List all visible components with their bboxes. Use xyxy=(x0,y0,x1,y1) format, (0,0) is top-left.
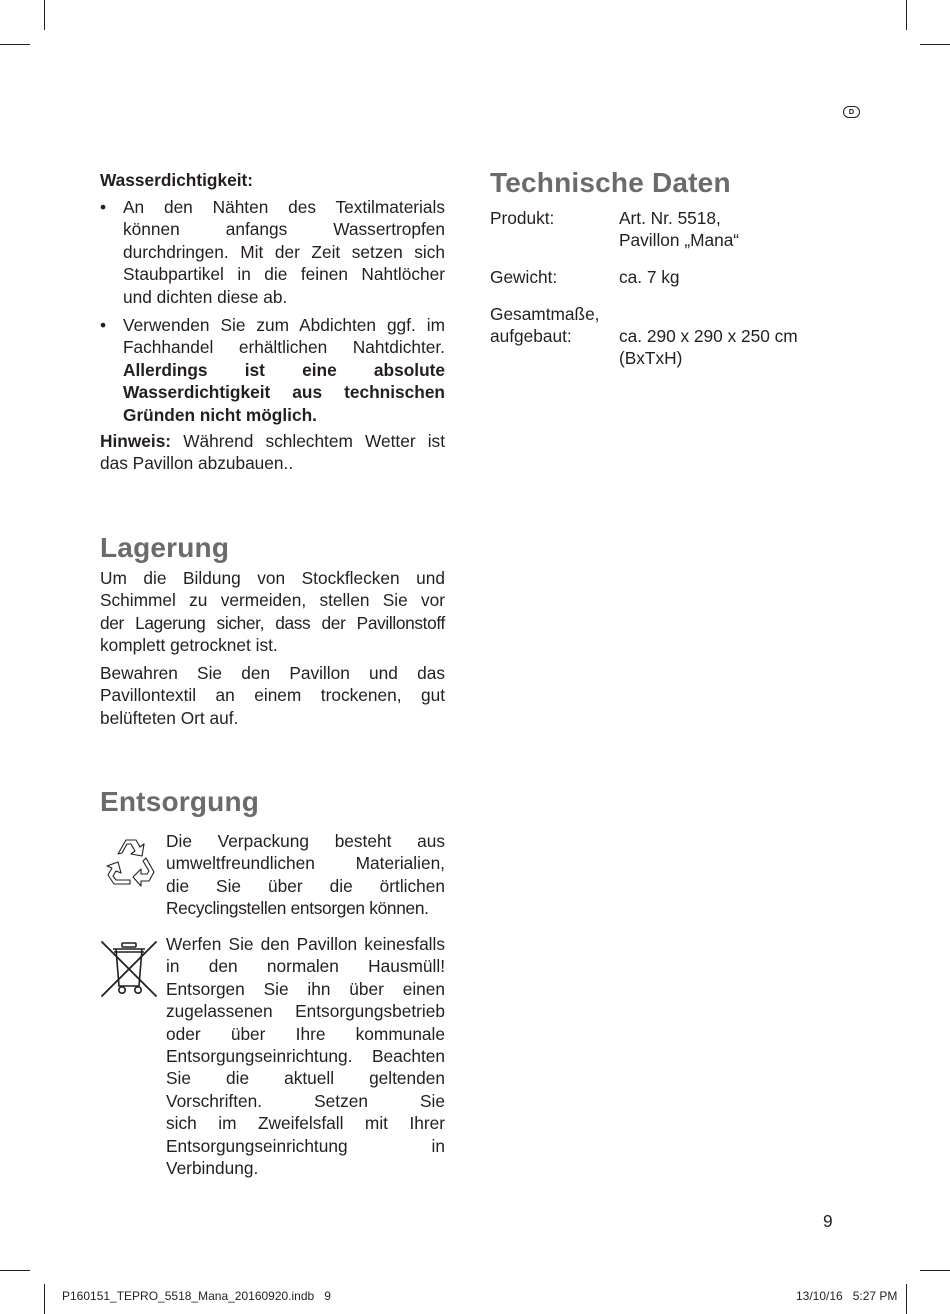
crop-mark xyxy=(44,1284,45,1314)
text-line: durchdringen. Mit der Zeit setzen sich xyxy=(123,241,445,262)
text-line: und dichten diese ab. xyxy=(123,286,288,307)
text-line: Staubpartikel in die feinen Nahtlöcher xyxy=(123,264,445,285)
text-line: Entsorgungseinrichtung. Beachten xyxy=(166,1046,445,1067)
specs-heading: Technische Daten xyxy=(490,167,731,198)
crop-mark xyxy=(920,44,950,45)
crossed-out-wheelie-bin-icon xyxy=(100,938,160,1000)
crop-mark xyxy=(0,1270,30,1271)
spec-label-product: Produkt: xyxy=(490,208,555,228)
text-line: Recyclingstellen entsorgen können. xyxy=(166,898,429,919)
storage-paragraph-1 xyxy=(100,567,445,657)
water-heading: Wasserdichtigkeit: xyxy=(100,170,254,190)
text-line: der Lagerung sicher, dass der Pavillonstoff xyxy=(100,612,445,633)
text-line: Verwenden Sie zum Abdichten ggf. im xyxy=(123,315,445,335)
text-line: Während schlechtem Wetter ist xyxy=(171,431,445,451)
text-line: Pavillon „Mana“ xyxy=(619,230,740,251)
text-line: Schimmel zu vermeiden, stellen Sie vor xyxy=(100,590,445,611)
crop-mark xyxy=(906,1284,907,1314)
footer-filename: P160151_TEPRO_5518_Mana_20160920.indb 9 xyxy=(62,1289,331,1303)
storage-paragraph-2 xyxy=(100,662,445,729)
text-line: umweltfreundlichen Materialien, xyxy=(166,853,445,874)
crop-mark xyxy=(44,0,45,30)
spec-value-product xyxy=(619,207,739,252)
bullet-symbol: • xyxy=(100,197,107,217)
text-line: sich im Zweifelsfall mit Ihrer xyxy=(166,1113,445,1134)
language-badge: D xyxy=(843,106,860,118)
text-line: komplett getrocknet ist. xyxy=(100,635,278,656)
spec-value-weight: ca. 7 kg xyxy=(619,267,680,287)
text-line: Gesamtmaße, xyxy=(490,304,600,324)
footer-date: 13/10/16 5:27 PM xyxy=(796,1289,898,1303)
text-line: Entsorgungseinrichtung in xyxy=(166,1135,445,1156)
text-line: oder über Ihre kommunale xyxy=(166,1023,445,1044)
text-line: in den normalen Hausmüll! xyxy=(166,956,445,977)
text-line: zugelassenen Entsorgungsbetrieb xyxy=(166,1001,445,1022)
bin-paragraph xyxy=(166,933,445,1179)
recycling-icon xyxy=(100,832,160,892)
spec-label-weight: Gewicht: xyxy=(490,267,558,287)
text-line: Sie die aktuell geltenden xyxy=(166,1068,445,1089)
text-line: Entsorgen Sie ihn über einen xyxy=(166,978,445,999)
page-number: 9 xyxy=(823,1211,833,1231)
note-paragraph xyxy=(100,430,445,475)
text-line-bold: Wasserdichtigkeit aus technischen xyxy=(123,382,445,403)
text-line: Um die Bildung von Stockflecken und xyxy=(100,568,445,588)
text-line: (BxTxH) xyxy=(619,348,683,369)
text-line: Bewahren Sie den Pavillon und das xyxy=(100,663,445,683)
crop-mark xyxy=(906,0,907,30)
text-line: Werfen Sie den Pavillon keinesfalls xyxy=(166,934,445,954)
spec-value-dimensions xyxy=(619,325,798,370)
text-line: können anfangs Wassertropfen xyxy=(123,219,445,240)
text-line: An den Nähten des Textilmaterials xyxy=(123,197,445,217)
spec-label-dimensions xyxy=(490,303,599,348)
text-line: ca. 290 x 290 x 250 cm xyxy=(619,326,798,346)
text-line: Fachhandel erhältlichen Nahtdichter. xyxy=(123,337,445,358)
text-line: das Pavillon abzubauen.. xyxy=(100,453,294,474)
recycling-paragraph xyxy=(166,830,445,920)
crop-mark xyxy=(0,44,30,45)
storage-heading: Lagerung xyxy=(100,532,230,563)
disposal-heading: Entsorgung xyxy=(100,786,260,817)
text-line: aufgebaut: xyxy=(490,326,572,347)
text-line: belüfteten Ort auf. xyxy=(100,707,239,728)
note-label: Hinweis: xyxy=(100,431,172,451)
text-line: Vorschriften. Setzen Sie xyxy=(166,1090,445,1111)
text-line: die Sie über die örtlichen xyxy=(166,875,445,896)
text-line-bold: Gründen nicht möglich. xyxy=(123,404,317,425)
text-line: Art. Nr. 5518, xyxy=(619,208,721,228)
crop-mark xyxy=(920,1270,950,1271)
bullet-symbol: • xyxy=(100,315,107,335)
text-line-bold: Allerdings ist eine absolute xyxy=(123,359,445,380)
text-line: Pavillontextil an einem trockenen, gut xyxy=(100,685,445,706)
text-line: Die Verpackung besteht aus xyxy=(166,831,445,851)
text-line: Verbindung. xyxy=(166,1158,259,1179)
